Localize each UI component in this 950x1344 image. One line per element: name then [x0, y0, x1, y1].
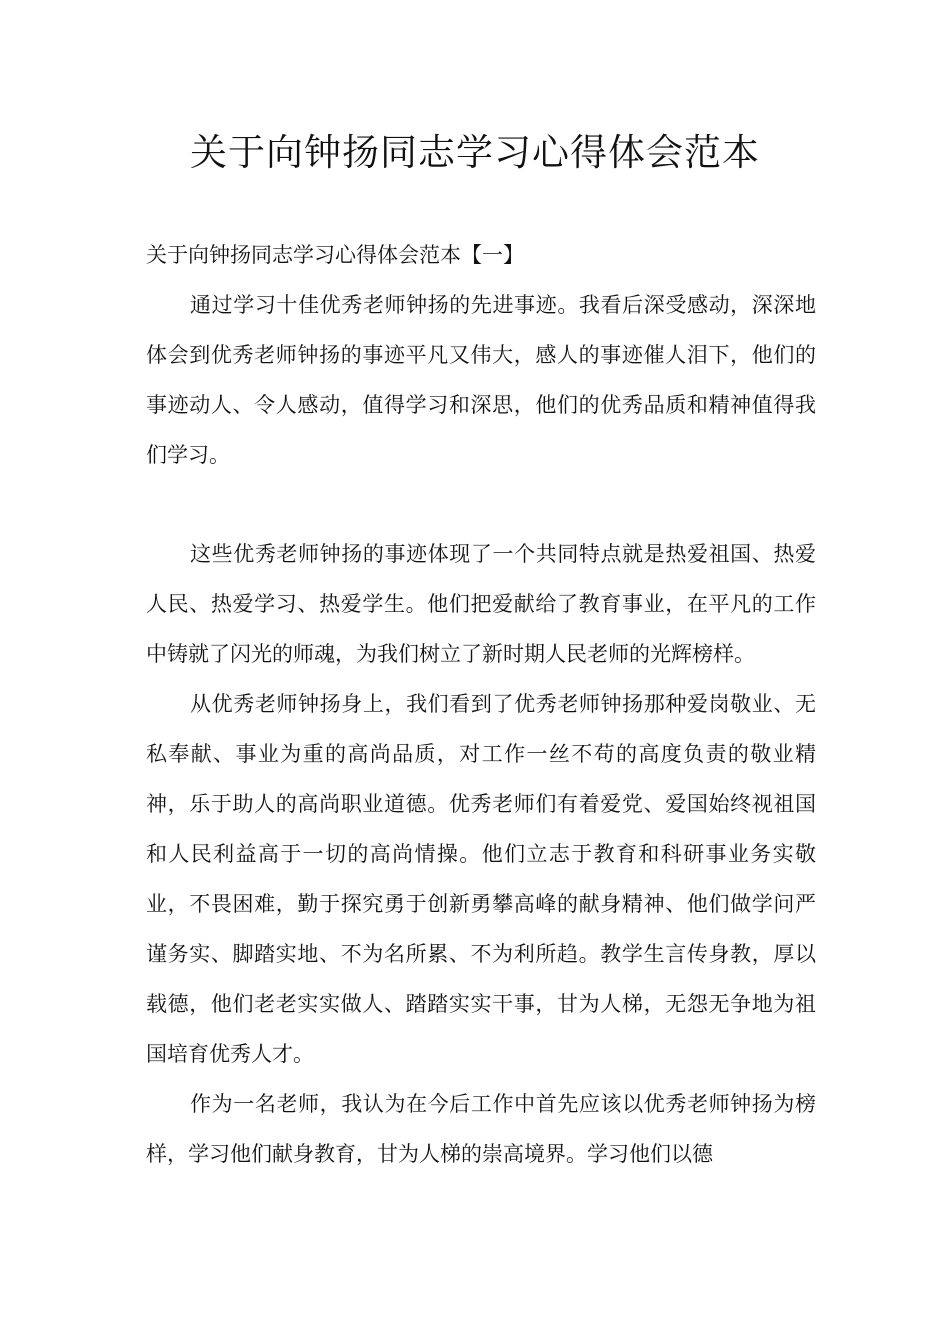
paragraph-3: 从优秀老师钟扬身上，我们看到了优秀老师钟扬那种爱岗敬业、无私奉献、事业为重的高尚品质，对工作一丝不苟的高度负责的敬业精神，乐于助人的高尚职业道德。优秀老师们有着爱党、爱国始终视祖国和人民利益高于一切的高尚情操。他们立志于教育和科研事业务实敬业，不畏困难，勤于探究勇于创新勇攀高峰的献身精神、他们做学问严谨务实、脚踏实地、不为名所累、不为利所趋。教学生言传身教，厚以载德，他们老老实实做人、踏踏实实干事，甘为人梯，无怨无争地为祖国培育优秀人才。 [146, 692, 816, 1066]
paragraph-2: 这些优秀老师钟扬的事迹体现了一个共同特点就是热爱祖国、热爱人民、热爱学习、热爱学生。他们把爱献给了教育事业，在平凡的工作中铸就了闪光的师魂，为我们树立了新时期人民老师的光辉榜样。 [146, 542, 816, 666]
document-title: 关于向钟扬同志学习心得体会范本 [190, 131, 760, 174]
paragraph-4: 作为一名老师，我认为在今后工作中首先应该以优秀老师钟扬为榜样，学习他们献身教育，甘为人梯的崇高境界。学习他们以德 [146, 1092, 816, 1166]
paragraph-1: 通过学习十佳优秀老师钟扬的先进事迹。我看后深受感动，深深地体会到优秀老师钟扬的事迹平凡又伟大，感人的事迹催人泪下，他们的事迹动人、令人感动，值得学习和深思，他们的优秀品质和精神值得我们学习。 [146, 293, 816, 467]
document-body [146, 230, 816, 1179]
section-heading: 关于向钟扬同志学习心得体会范本【一】 [146, 243, 524, 267]
